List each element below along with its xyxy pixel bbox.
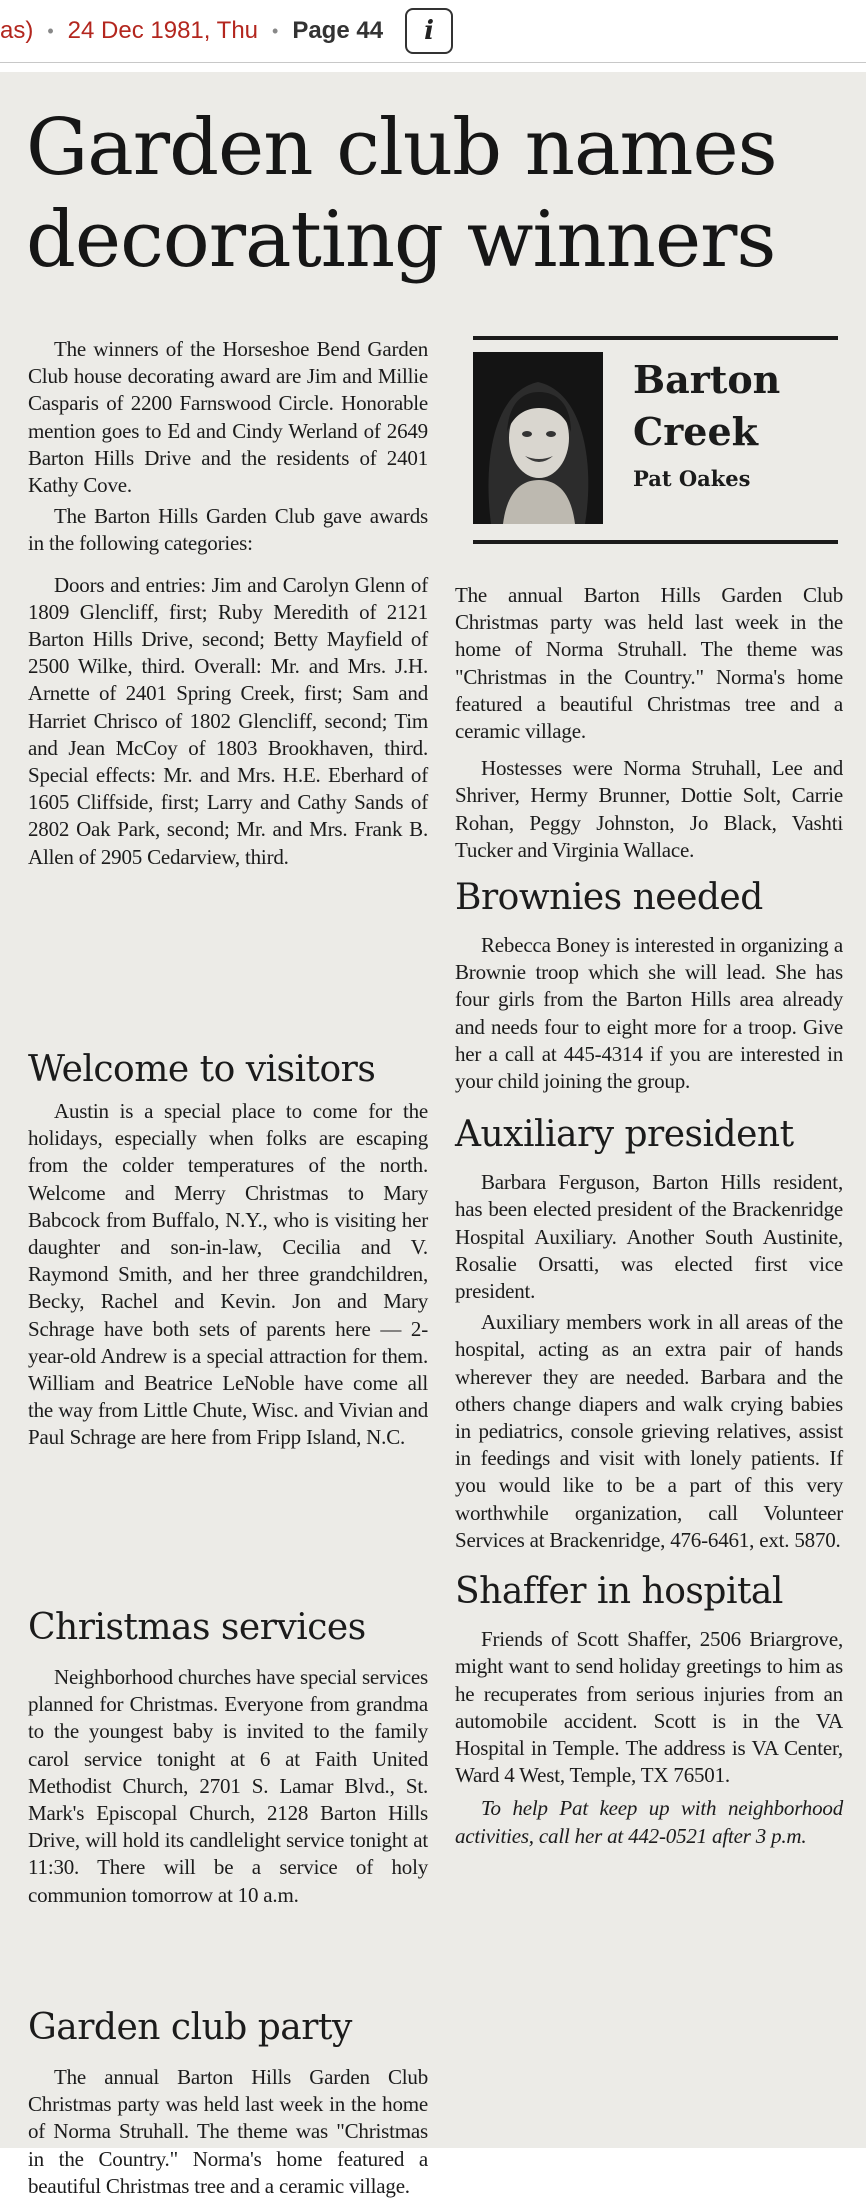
headline-line: Garden club names <box>26 103 777 193</box>
column-title <box>633 354 780 458</box>
paragraph: Friends of Scott Shaffer, 2506 Briargrove, might want to send holiday greetings to him as he recuperates from serious injuries from an automobile accident. Scott is in the VA Hospital in Temple. The address is VA Center, Ward 4 West, Temple, TX 76501. <box>455 1627 843 1788</box>
columnist-photo <box>473 352 603 524</box>
column-header <box>473 336 838 544</box>
right-column <box>455 582 843 1850</box>
paragraph: Auxiliary members work in all areas of the hospital, acting as an extra pair of hands wherever they are needed. Barbara and the others change diapers and walk crying babies in pediatrics, console grieving relatives, assist in feedings and visit with lonely patients. If you would like to be a part of this very worthwhile organization, call Volunteer Services at Brackenridge, 476-6461, ext. 5870. <box>455 1310 843 1552</box>
paragraph: Hostesses were Norma Struhall, Lee and Shriver, Hermy Brunner, Dottie Solt, Carrie Rohan, Peggy Johnston, Jo Black, Vashti Tucker and Virginia Wallace. <box>455 756 843 862</box>
issue-date[interactable]: 24 Dec 1981, Thu <box>67 17 259 44</box>
headline-line: decorating winners <box>26 195 776 285</box>
paragraph: Barbara Ferguson, Barton Hills resident, has been elected president of the Brackenridge Hospital Auxiliary. Another South Austinite, Rosalie Orsatti, was elected first vice president. <box>455 1170 843 1304</box>
article-headline <box>26 102 846 286</box>
left-column <box>28 336 428 871</box>
left-column-christmas <box>28 1606 428 1909</box>
left-column-party <box>28 2006 428 2200</box>
separator-dot: • <box>47 20 54 41</box>
left-column-welcome <box>28 1048 428 1452</box>
section-heading: Brownies needed <box>455 877 763 919</box>
section-heading: Garden club party <box>28 2007 352 2048</box>
column-title-line: Creek <box>633 409 758 454</box>
page-number: Page 44 <box>292 17 384 44</box>
section-heading: Auxiliary president <box>455 1114 794 1156</box>
closing-note: To help Pat keep up with neighborhood activities, call her at 442-0521 after 3 p.m. <box>455 1796 843 1848</box>
separator-dot: • <box>272 20 279 41</box>
viewer-toolbar <box>0 0 866 63</box>
paragraph: Neighborhood churches have special services planned for Christmas. Everyone from grandma to the youngest baby is invited to the family carol service tonight at 6 at Faith United Methodist Church, 2701 S. Lamar Blvd., St. Mark's Episcopal Church, 2128 Barton Hills Drive, will hold its candlelight service tonight at 11:30. There will be a service of holy communion tomorrow at 10 a.m. <box>28 1665 428 1907</box>
info-icon[interactable]: i <box>405 8 453 54</box>
section-heading: Christmas services <box>28 1607 366 1648</box>
column-title-line: Barton <box>633 357 781 402</box>
section-heading: Shaffer in hospital <box>455 1571 783 1613</box>
paragraph: The winners of the Horseshoe Bend Garden Club house decorating award are Jim and Millie Casparis of 2200 Farnswood Circle. Honorable mention goes to Ed and Cindy Werland of 2649 Barton Hills Drive and the residents of 2401 Kathy Cove. <box>28 337 428 498</box>
paragraph: Rebecca Boney is interested in organizing a Brownie troop which she will lead. She has four girls from the Barton Hills area already and needs four to eight more for a troop. Give her a call at 445-4314 if you are interested in your child joining the group. <box>455 933 843 1094</box>
paragraph: Austin is a special place to come for the holidays, especially when folks are escaping from the colder temperatures of the north. Welcome and Merry Christmas to Mary Babcock from Buffalo, N.Y., who is visiting her daughter and son-in-law, Cecilia and V. Raymond Smith, and her three grandchildren, Becky, Rachel and Kevin. Jon and Mary Schrage have both sets of parents here — 2-year-old Andrew is a special attraction for them. William and Beatrice LeNoble have come all the way from Little Chute, Wisc. and Vivian and Paul Schrage are here from Fripp Island, N.C. <box>28 1099 428 1450</box>
paragraph: Doors and entries: Jim and Carolyn Glenn of 1809 Glencliff, first; Ruby Meredith of 2121 Barton Hills Drive, second; Betty Mayfield of 2500 Wilke, third. Overall: Mr. and Mrs. J.H. Arnette of 2401 Spring Creek, first; Sam and Harriet Chrisco of 1802 Glencliff, second; Tim and Jean McCoy of 1803 Brookhaven, third. Special effects: Mr. and Mrs. H.E. Eberhard of 1605 Cliffside, first; Larry and Cathy Sands of 2802 Oak Park, second; Mr. and Mrs. Frank B. Allen of 2905 Cedarview, third. <box>28 572 428 869</box>
columnist-portrait-icon <box>473 352 603 524</box>
publication-name[interactable]: as) <box>0 17 34 44</box>
newspaper-page <box>0 72 866 2198</box>
paragraph: The annual Barton Hills Garden Club Christmas party was held last week in the home of Norma Struhall. The theme was "Christmas in the Country." Norma's home featured a beautiful Christmas tree and a ceramic village. <box>455 583 843 744</box>
paragraph: The annual Barton Hills Garden Club Christmas party was held last week in the home of Norma Struhall. The theme was "Christmas in the Country." Norma's home featured a beautiful Christmas tree and a ceramic village. <box>28 2065 428 2198</box>
byline: Pat Oakes <box>633 466 751 491</box>
section-heading: Welcome to visitors <box>28 1049 376 1090</box>
paragraph: The Barton Hills Garden Club gave awards in the following categories: <box>28 504 428 556</box>
